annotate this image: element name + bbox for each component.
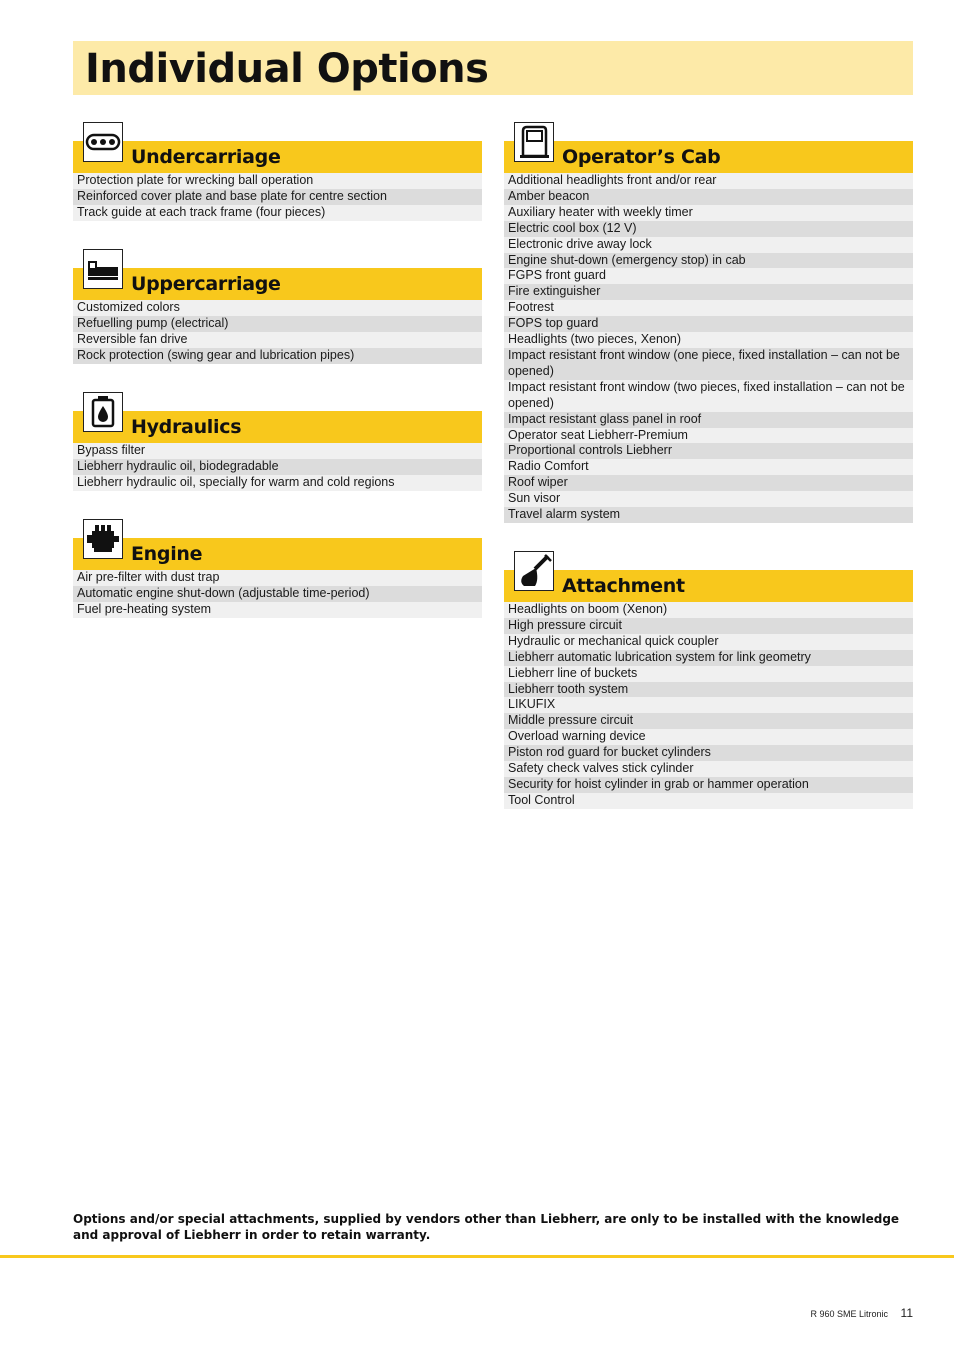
- oil-drop-icon: [83, 392, 123, 432]
- section-header: [73, 141, 482, 173]
- section-title: Attachment: [562, 575, 685, 597]
- option-item: Fuel pre-heating system: [73, 602, 482, 618]
- option-item: Fire extinguisher: [504, 284, 913, 300]
- option-item: Piston rod guard for bucket cylinders: [504, 745, 913, 761]
- option-item: Liebherr hydraulic oil, biodegradable: [73, 459, 482, 475]
- option-list: [73, 173, 482, 221]
- option-list: [73, 570, 482, 618]
- page-footer: [810, 1306, 913, 1320]
- section-header: [504, 570, 913, 602]
- option-item: Roof wiper: [504, 475, 913, 491]
- option-list: [73, 300, 482, 364]
- section-uppercarriage: [73, 268, 482, 364]
- option-item: Overload warning device: [504, 729, 913, 745]
- option-item: Radio Comfort: [504, 459, 913, 475]
- option-item: Hydraulic or mechanical quick coupler: [504, 634, 913, 650]
- option-item: Bypass filter: [73, 443, 482, 459]
- section-title: Hydraulics: [131, 416, 242, 438]
- option-item: Additional headlights front and/or rear: [504, 173, 913, 189]
- option-item: Auxiliary heater with weekly timer: [504, 205, 913, 221]
- section-operators-cab: [504, 141, 913, 523]
- cab-icon: [514, 122, 554, 162]
- option-item: Reversible fan drive: [73, 332, 482, 348]
- uppercarriage-icon: [83, 249, 123, 289]
- warranty-footnote: Options and/or special attachments, supplied by vendors other than Liebherr, are only to be installed with the knowledge and approval of Liebherr in order to retain warranty.: [73, 1212, 900, 1242]
- option-item: High pressure circuit: [504, 618, 913, 634]
- option-item: Refuelling pump (electrical): [73, 316, 482, 332]
- option-item: Proportional controls Liebherr: [504, 443, 913, 459]
- option-item: Rock protection (swing gear and lubrication pipes): [73, 348, 482, 364]
- section-header: [73, 268, 482, 300]
- section-undercarriage: [73, 141, 482, 221]
- option-item: Track guide at each track frame (four pieces): [73, 205, 482, 221]
- option-item: Liebherr line of buckets: [504, 666, 913, 682]
- section-header: [73, 411, 482, 443]
- option-item: Safety check valves stick cylinder: [504, 761, 913, 777]
- section-title: Engine: [131, 543, 203, 565]
- section-title: Operator’s Cab: [562, 146, 721, 168]
- option-item: Automatic engine shut-down (adjustable time-period): [73, 586, 482, 602]
- section-hydraulics: [73, 411, 482, 491]
- option-item: Middle pressure circuit: [504, 713, 913, 729]
- option-item: Electronic drive away lock: [504, 237, 913, 253]
- option-item: Liebherr tooth system: [504, 682, 913, 698]
- option-item: Footrest: [504, 300, 913, 316]
- section-attachment: [504, 570, 913, 809]
- section-engine: [73, 538, 482, 618]
- bucket-arm-icon: [514, 551, 554, 591]
- option-item: Amber beacon: [504, 189, 913, 205]
- track-icon: [83, 122, 123, 162]
- option-item: Travel alarm system: [504, 507, 913, 523]
- option-item: Security for hoist cylinder in grab or hammer operation: [504, 777, 913, 793]
- section-title: Uppercarriage: [131, 273, 281, 295]
- section-title: Undercarriage: [131, 146, 281, 168]
- option-item: FOPS top guard: [504, 316, 913, 332]
- option-list: [504, 602, 913, 809]
- option-item: Electric cool box (12 V): [504, 221, 913, 237]
- footer-model: R 960 SME Litronic: [810, 1309, 889, 1319]
- option-item: Headlights (two pieces, Xenon): [504, 332, 913, 348]
- page-title: Individual Options: [85, 46, 489, 92]
- option-item: Tool Control: [504, 793, 913, 809]
- option-item: LIKUFIX: [504, 697, 913, 713]
- option-item: Impact resistant front window (one piece, fixed installation – can not be opened): [504, 348, 913, 380]
- option-item: Impact resistant glass panel in roof: [504, 412, 913, 428]
- option-list: [73, 443, 482, 491]
- page-number: 11: [900, 1306, 913, 1320]
- option-item: Operator seat Liebherr-Premium: [504, 428, 913, 444]
- option-item: Headlights on boom (Xenon): [504, 602, 913, 618]
- option-list: [504, 173, 913, 523]
- title-bar: [73, 41, 913, 95]
- option-item: Liebherr automatic lubrication system for link geometry: [504, 650, 913, 666]
- option-item: FGPS front guard: [504, 268, 913, 284]
- option-item: Liebherr hydraulic oil, specially for warm and cold regions: [73, 475, 482, 491]
- section-header: [73, 538, 482, 570]
- section-header: [504, 141, 913, 173]
- option-item: Impact resistant front window (two pieces, fixed installation – can not be opened): [504, 380, 913, 412]
- option-item: Reinforced cover plate and base plate for centre section: [73, 189, 482, 205]
- option-item: Customized colors: [73, 300, 482, 316]
- option-item: Air pre-filter with dust trap: [73, 570, 482, 586]
- engine-icon: [83, 519, 123, 559]
- option-item: Sun visor: [504, 491, 913, 507]
- option-item: Protection plate for wrecking ball operation: [73, 173, 482, 189]
- footer-divider: [0, 1255, 954, 1258]
- option-item: Engine shut-down (emergency stop) in cab: [504, 253, 913, 269]
